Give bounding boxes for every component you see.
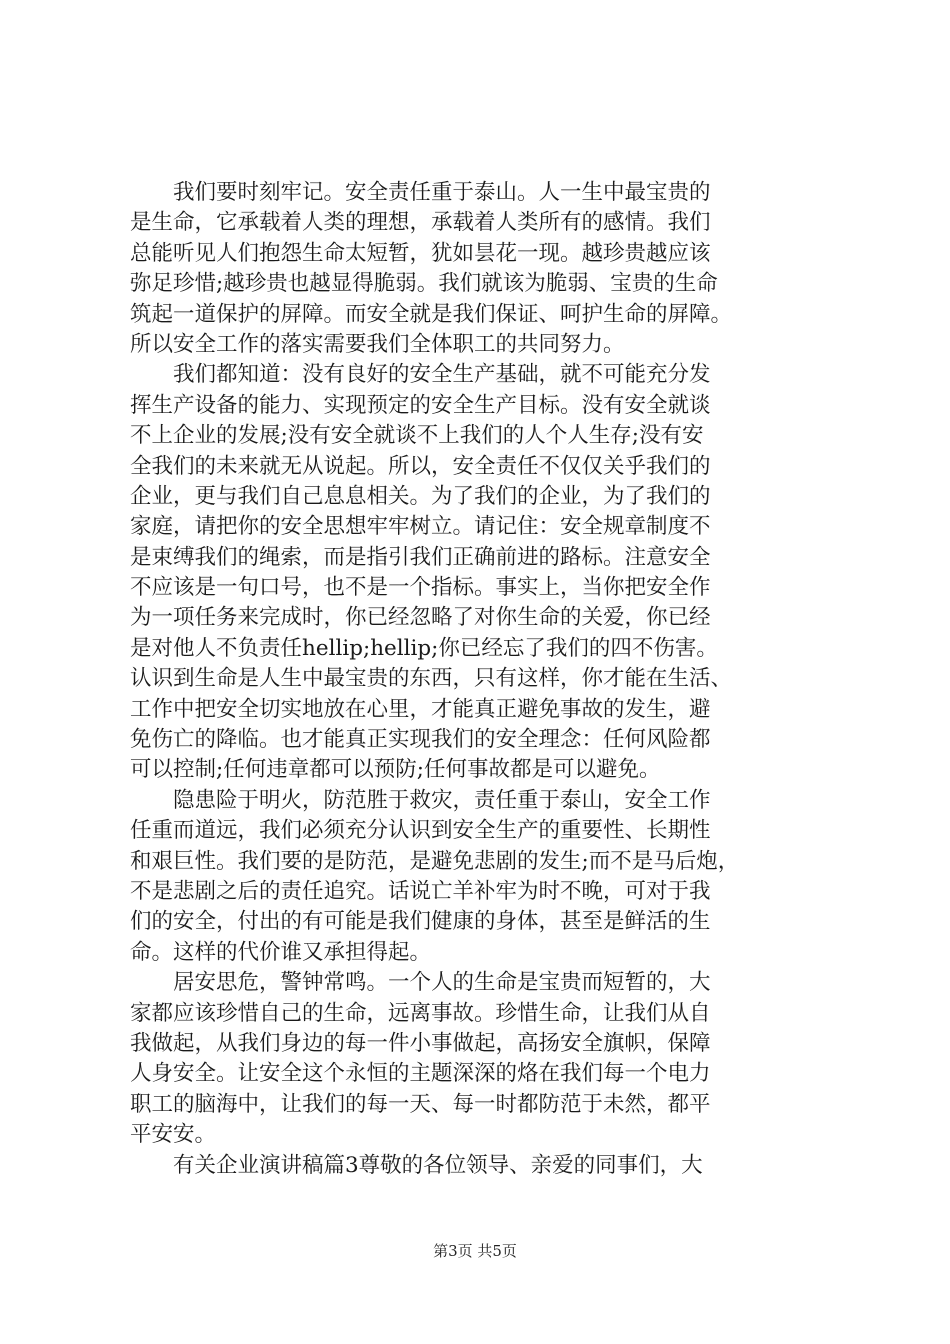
document-body bbox=[130, 178, 830, 1181]
text-line: 命。这样的代价谁又承担得起。 bbox=[130, 939, 432, 965]
text-line: 和艰巨性。我们要的是防范，是避免悲剧的发生;而不是马后炮， bbox=[130, 848, 740, 874]
text-line: 居安思危，警钟常鸣。一个人的生命是宝贵而短暂的，大 bbox=[130, 970, 711, 996]
text-line: 不应该是一句口号，也不是一个指标。事实上，当你把安全作 bbox=[130, 575, 711, 601]
text-line: 是束缚我们的绳索，而是指引我们正确前进的路标。注意安全 bbox=[130, 544, 711, 570]
text-line: 任重而道远，我们必须充分认识到安全生产的重要性、长期性 bbox=[130, 818, 711, 844]
text-line: 家庭，请把你的安全思想牢牢树立。请记住：安全规章制度不 bbox=[130, 514, 711, 540]
text-line: 不是悲剧之后的责任追究。话说亡羊补牢为时不晚，可对于我 bbox=[130, 878, 711, 904]
page-footer: 第3页 共5页 bbox=[433, 1242, 517, 1260]
text-line: 总能听见人们抱怨生命太短暂，犹如昙花一现。越珍贵越应该 bbox=[130, 240, 711, 266]
text-line: 全我们的未来就无从说起。所以，安全责任不仅仅关乎我们的 bbox=[130, 453, 711, 479]
text-line: 人身安全。让安全这个永恒的主题深深的烙在我们每一个电力 bbox=[130, 1061, 711, 1087]
text-line: 是生命，它承载着人类的理想，承载着人类所有的感情。我们 bbox=[130, 210, 711, 236]
text-line: 是对他人不负责任hellip;hellip;你已经忘了我们的四不伤害。 bbox=[130, 635, 718, 661]
text-line: 隐患险于明火，防范胜于救灾，责任重于泰山，安全工作 bbox=[130, 787, 711, 813]
text-line: 筑起一道保护的屏障。而安全就是我们保证、呵护生命的屏障。 bbox=[130, 301, 733, 327]
text-line: 为一项任务来完成时，你已经忽略了对你生命的关爱，你已经 bbox=[130, 605, 711, 631]
text-line: 免伤亡的降临。也才能真正实现我们的安全理念：任何风险都 bbox=[130, 727, 711, 753]
text-line: 认识到生命是人生中最宝贵的东西，只有这样，你才能在生活、 bbox=[130, 666, 733, 692]
text-line: 们的安全，付出的有可能是我们健康的身体，甚至是鲜活的生 bbox=[130, 909, 711, 935]
text-line: 平安安。 bbox=[130, 1122, 217, 1148]
text-line: 家都应该珍惜自己的生命，远离事故。珍惜生命，让我们从自 bbox=[130, 1000, 711, 1026]
text-line: 工作中把安全切实地放在心里，才能真正避免事故的发生，避 bbox=[130, 696, 711, 722]
text-line: 有关企业演讲稿篇3尊敬的各位领导、亲爱的同事们，大 bbox=[130, 1152, 703, 1178]
text-line: 弥足珍惜;越珍贵也越显得脆弱。我们就该为脆弱、宝贵的生命 bbox=[130, 271, 718, 297]
text-line: 我做起，从我们身边的每一件小事做起，高扬安全旗帜，保障 bbox=[130, 1030, 711, 1056]
text-line: 不上企业的发展;没有安全就谈不上我们的人个人生存;没有安 bbox=[130, 423, 704, 449]
text-line: 可以控制;任何违章都可以预防;任何事故都是可以避免。 bbox=[130, 757, 661, 783]
text-line: 我们要时刻牢记。安全责任重于泰山。人一生中最宝贵的 bbox=[130, 180, 711, 205]
text-line: 企业，更与我们自己息息相关。为了我们的企业，为了我们的 bbox=[130, 483, 711, 509]
text-line: 所以安全工作的落实需要我们全体职工的共同努力。 bbox=[130, 331, 625, 357]
text-line: 职工的脑海中，让我们的每一天、每一时都防范于未然，都平 bbox=[130, 1091, 711, 1117]
text-line: 我们都知道：没有良好的安全生产基础，就不可能充分发 bbox=[130, 362, 711, 388]
text-line: 挥生产设备的能力、实现预定的安全生产目标。没有安全就谈 bbox=[130, 392, 711, 418]
